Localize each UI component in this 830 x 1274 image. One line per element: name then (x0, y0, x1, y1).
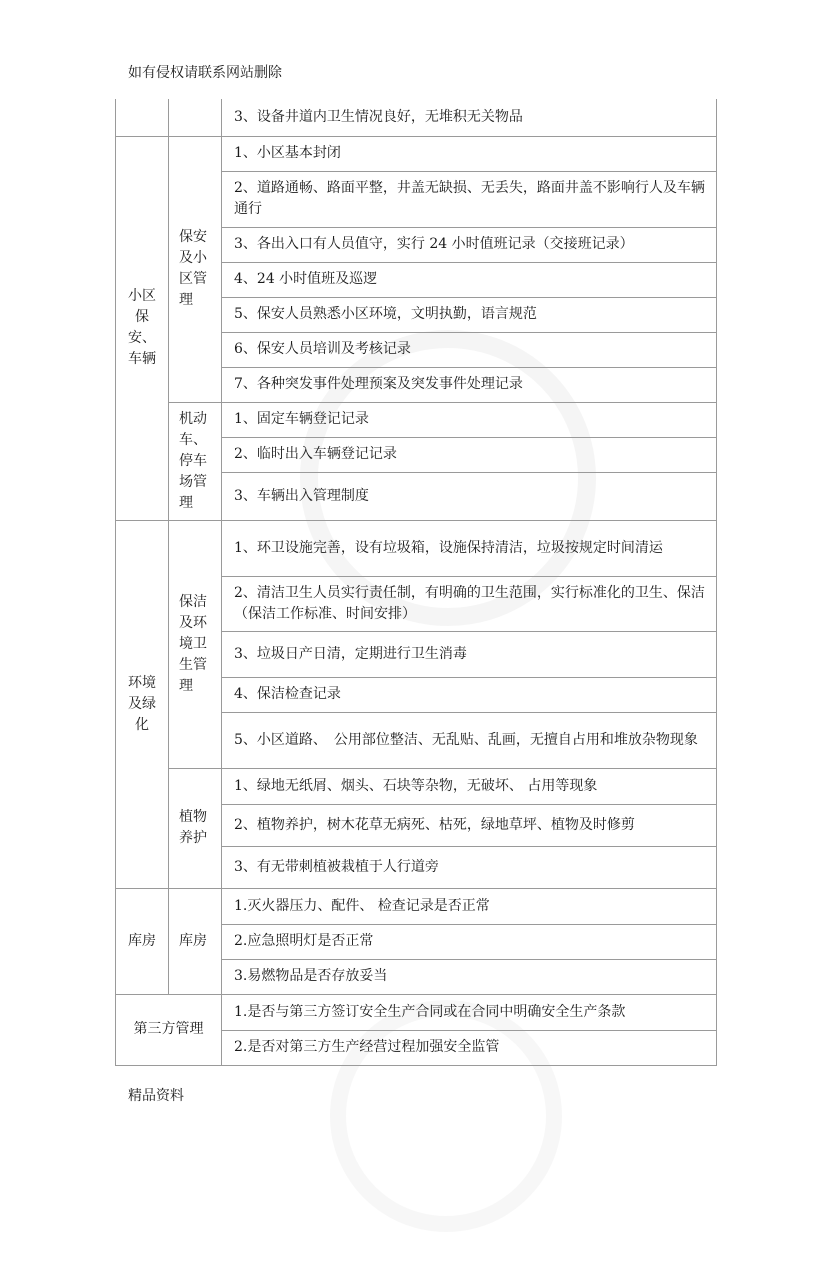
item-cell: 3、垃圾日产日清，定期进行卫生消毒 (222, 631, 717, 677)
item-cell: 3、设备井道内卫生情况良好，无堆积无关物品 (222, 99, 717, 136)
item-cell: 1、固定车辆登记记录 (222, 402, 717, 437)
category-cell: 第三方管理 (116, 994, 222, 1065)
table-row (116, 136, 717, 171)
item-cell: 6、保安人员培训及考核记录 (222, 332, 717, 367)
item-cell: 1.是否与第三方签订安全生产合同或在合同中明确安全生产条款 (222, 994, 717, 1030)
subcategory-cell (169, 99, 222, 136)
item-cell: 1、小区基本封闭 (222, 136, 717, 171)
item-cell: 2、清洁卫生人员实行责任制，有明确的卫生范围，实行标准化的卫生、保洁（保洁工作标准、时间安排） (222, 576, 717, 631)
item-cell: 2、道路通畅、路面平整，井盖无缺损、无丢失，路面井盖不影响行人及车辆通行 (222, 171, 717, 227)
subcategory-cell: 库房 (169, 888, 222, 994)
subcategory-cell: 植物养护 (169, 768, 222, 888)
table-row (116, 768, 717, 804)
item-cell: 3、有无带刺植被栽植于人行道旁 (222, 846, 717, 888)
item-cell: 5、保安人员熟悉小区环境，文明执勤，语言规范 (222, 297, 717, 332)
category-cell: 库房 (116, 888, 169, 994)
page-footer: 精品资料 (128, 1088, 184, 1104)
item-cell: 1、绿地无纸屑、烟头、石块等杂物，无破坏、 占用等现象 (222, 768, 717, 804)
item-cell: 5、小区道路、 公用部位整洁、无乱贴、乱画，无擅自占用和堆放杂物现象 (222, 712, 717, 768)
page-header: 如有侵权请联系网站删除 (128, 65, 282, 81)
table-row (116, 520, 717, 576)
inspection-table (115, 99, 717, 1066)
item-cell: 3、各出入口有人员值守，实行 24 小时值班记录（交接班记录） (222, 227, 717, 262)
item-cell: 4、保洁检查记录 (222, 677, 717, 712)
category-cell: 环境及绿化 (116, 520, 169, 888)
item-cell: 2、植物养护，树木花草无病死、枯死，绿地草坪、植物及时修剪 (222, 804, 717, 846)
item-cell: 1、环卫设施完善，设有垃圾箱，设施保持清洁，垃圾按规定时间清运 (222, 520, 717, 576)
item-cell: 2.应急照明灯是否正常 (222, 924, 717, 959)
item-cell: 1.灭火器压力、配件、 检查记录是否正常 (222, 888, 717, 924)
subcategory-cell: 保安及小区管理 (169, 136, 222, 402)
item-cell: 2、临时出入车辆登记记录 (222, 437, 717, 472)
item-cell: 3.易燃物品是否存放妥当 (222, 959, 717, 994)
item-cell: 2.是否对第三方生产经营过程加强安全监管 (222, 1030, 717, 1065)
table-row (116, 994, 717, 1030)
table-row (116, 888, 717, 924)
subcategory-cell: 机动车、停车场管理 (169, 402, 222, 520)
item-cell: 3、车辆出入管理制度 (222, 472, 717, 520)
item-cell: 7、各种突发事件处理预案及突发事件处理记录 (222, 367, 717, 402)
category-cell (116, 99, 169, 136)
item-cell: 4、24 小时值班及巡逻 (222, 262, 717, 297)
subcategory-cell: 保洁及环境卫生管理 (169, 520, 222, 768)
table-row (116, 402, 717, 437)
category-cell: 小区保安、车辆 (116, 136, 169, 520)
table-row (116, 99, 717, 136)
